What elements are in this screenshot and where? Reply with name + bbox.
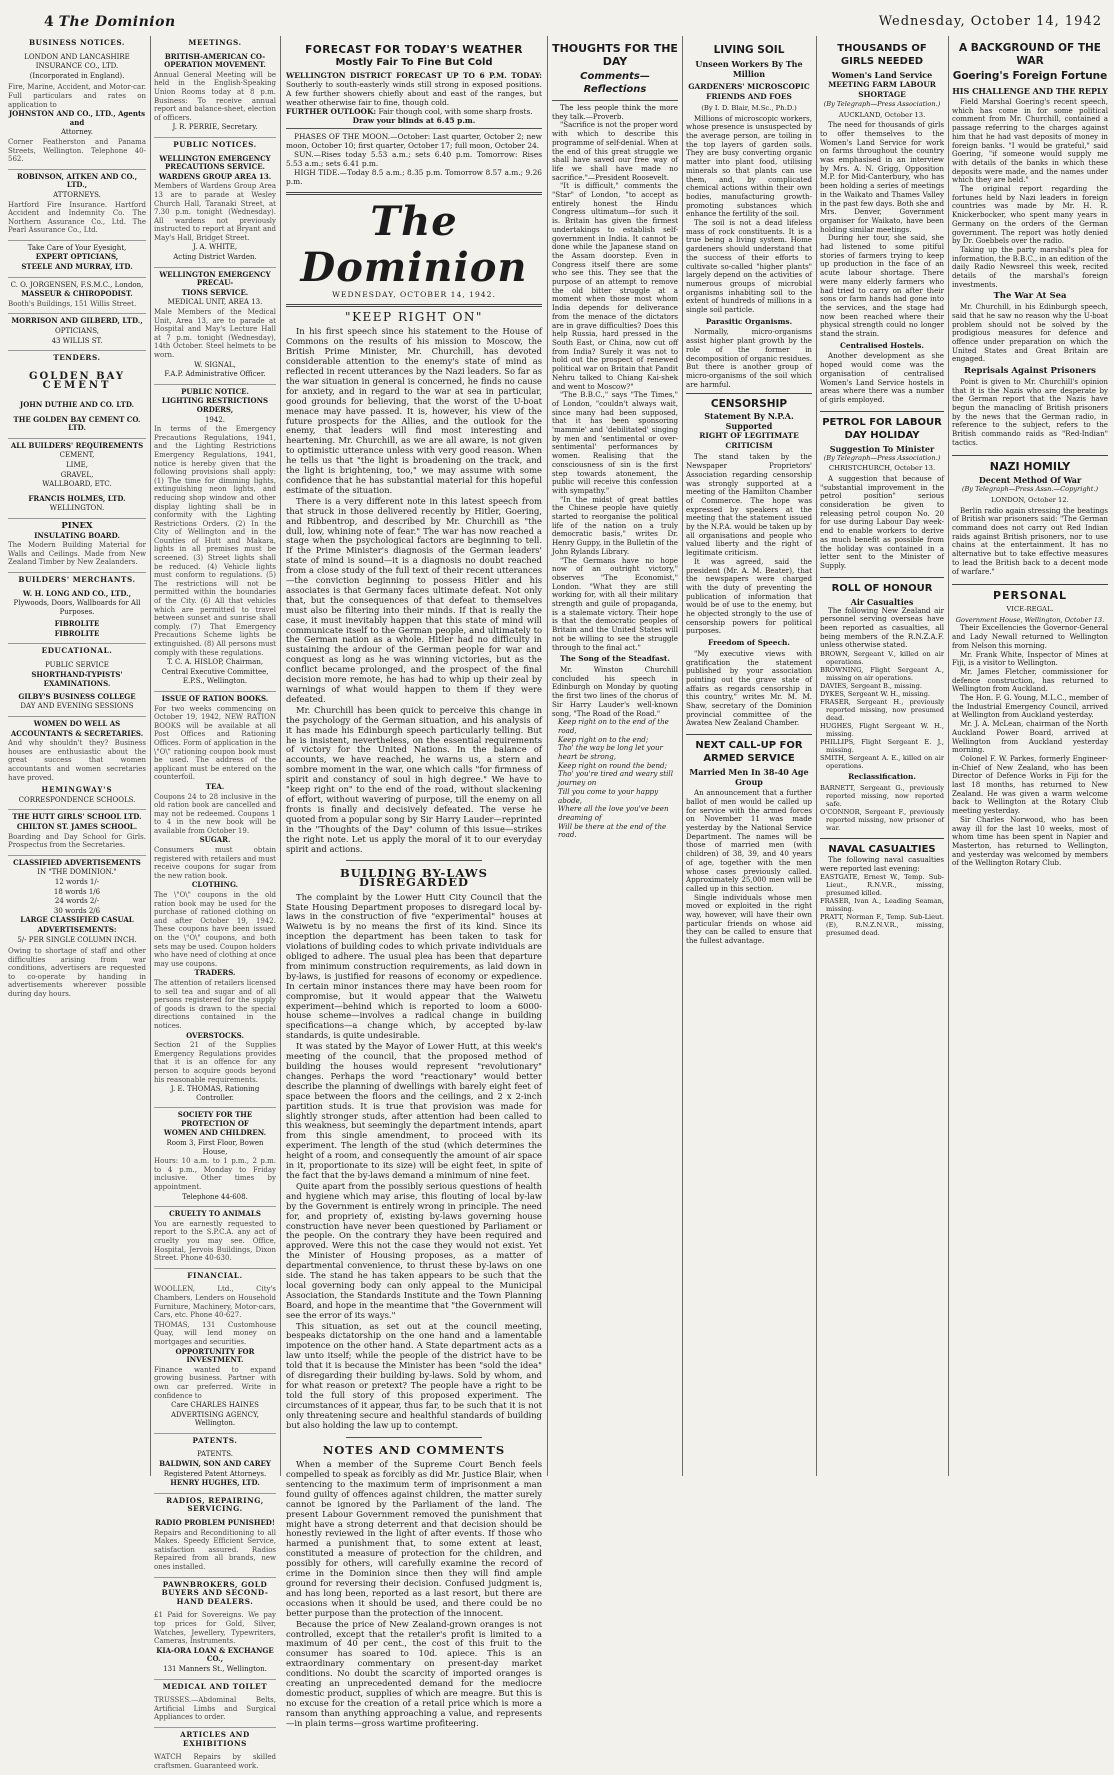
notice-ration-books: ISSUE OF RATION BOOKS. For two weeks commencing on October 19, 1942, NEW RATION BOOKS will be available at all Post Offices and Rationing Offices. Form of application in the \"O\" rationing coupon book must be used. The address of the applicant must be entered on the counterfoil. TEA. Coupons 24 to 28 inclusive in the old ration book are cancelled and may not be redeemed. Coupons 1 to 4 in the new book will be available from October 19. SUGAR. Consumers must obtain registered with retailers and must receive coupons for sugar from the new ration book. CLOTHING. The \"O\" coupons in the old ration book may be used for the purchase of rationed clothing on and after October 19, 1942. These coupons have been issued on the \"O\" coupons, and both sets may be used. Coupon holders who have need of clothing at once may use coupons. TRADERS. The attention of retailers licensed to sell tea and sugar and of all persons registered for the supply of goods is drawn to the special directions contained in the notices. OVERSTOCKS. Section 21 of the Supplies Emergency Regulations provides that it is an offence for any person to acquire goods beyond his reasonable requirements. J. E. THOMAS, Rationing Controller. bbox=[154, 692, 276, 1108]
censorship-body bbox=[686, 453, 812, 728]
nazi-body bbox=[952, 507, 1108, 577]
girls-body bbox=[820, 121, 944, 405]
background-paragraph: The original report regarding the fortunes held by Nazi leaders in foreign countries was made by Mr. H. R. Knickerbocker, who spent many years in Germany on the orders of the German government. The report was hotly denied by Dr. Goebbels over the radio. bbox=[952, 184, 1108, 246]
reprisals-text: Point is given to Mr. Churchill's opinion that it is the Nazis who are desperate by the German report that the Nazis have begun the manacling of British prisoners by the news that the German radio, in reference to the subject, refers to the British commando raids as "Red-Indian" tactics. bbox=[952, 376, 1108, 447]
censorship-paragraph: It was agreed, said the president (Mr. A. M. Beater), that the newspapers were charged with the duty of preventing the publication of information that would be of use to the enemy, but he objected strongly to the use of censorship powers for political purposes. bbox=[686, 556, 812, 636]
censorship-sub3: RIGHT OF LEGITIMATE CRITICISM bbox=[699, 431, 799, 451]
notice-signature: Acting District Warden. bbox=[173, 253, 257, 262]
notice-signature: J. R. PERRIE, Secretary. bbox=[172, 123, 258, 132]
thoughts-headline: THOUGHTS FOR THE DAY bbox=[552, 42, 678, 68]
ad-line: ADVERTISING AGENCY, Wellington. bbox=[171, 1410, 259, 1428]
ad-line: W. H. LONG AND CO., LTD., bbox=[22, 588, 132, 598]
page-number-and-title bbox=[44, 14, 176, 30]
ad-line: INSURANCE CO., LTD. bbox=[35, 62, 119, 71]
ad-line: PUBLIC SERVICE bbox=[45, 661, 109, 670]
header-date: Wednesday, October 14, 1942 bbox=[878, 14, 1102, 29]
personal-location: Government House, Wellington, October 13. bbox=[955, 615, 1105, 624]
ad-line: DAY AND EVENING SESSIONS bbox=[20, 702, 134, 711]
rate-line: 30 words 2/6 bbox=[53, 906, 101, 915]
rate-line: 12 words 1/- bbox=[54, 877, 100, 886]
forecast-subhead: Mostly Fair To Fine But Cold bbox=[335, 56, 493, 68]
petrol-credit: (By Telegraph—Press Association.) bbox=[823, 453, 941, 462]
business-notices-column bbox=[8, 36, 146, 1476]
girls-paragraph: The need for thousands of girls to offer themselves to the Women's Land Service for work on farms throughout the country was emphasised in an interview by Mrs. A. N. Grigg, Opposition M.P. for Mid-Canterbury, who has been holding a series of meetings in the Waikato and Thames Valley in the past few days. Both she and Mrs. Denver, Government organiser for Waikato, have been holding similar meetings. bbox=[820, 120, 944, 234]
ad-line: FRANCIS HOLMES, LTD. bbox=[28, 493, 126, 503]
ad-morrison-gilberd bbox=[8, 314, 146, 351]
censorship-subhead: Statement By N.P.A. bbox=[704, 411, 794, 422]
notice-title: WOMEN AND CHILDREN. bbox=[163, 1128, 267, 1138]
notice-signature: E.P.S., Wellington. bbox=[182, 677, 248, 686]
patents-heading: PATENTS. bbox=[192, 1435, 238, 1445]
personal-paragraph: Mr. J. A. McLean, chairman of the North Auckland Power Board, arrived at Wellington from Auckland yesterday morning. bbox=[952, 719, 1108, 755]
thoughts-subhead: Comments—Reflections bbox=[580, 71, 650, 95]
notice-title: CRUELTY TO ANIMALS bbox=[169, 1209, 261, 1219]
war-sea-heading: The War At Sea bbox=[993, 291, 1067, 302]
notice-title: SOCIETY FOR THE PROTECTION OF bbox=[177, 1110, 253, 1128]
rate-line: 24 words 2/- bbox=[54, 897, 100, 906]
petrol-text: A suggestion that because of "substantial improvement in the petrol position" serious consideration be given to releasing petrol coupon No. 20 for use during Labour Day week-end to enable workers to derive as much benefit as possible from the holiday was contained in a letter sent to the Minister of Supply. bbox=[820, 473, 944, 570]
ad-steele-murray bbox=[8, 241, 146, 278]
girls-headline: THOUSANDS OF GIRLS NEEDED bbox=[837, 43, 927, 67]
song-line: Keep right on round the bend; bbox=[558, 760, 667, 770]
notice-signature: J. E. THOMAS, Rationing Controller. bbox=[170, 1085, 260, 1102]
forecast-text: Southerly to south-easterly winds still strong in exposed positions. A few further showers chiefly about and east of the ranges, but weather otherwise fair to fine, though cold. bbox=[286, 80, 542, 108]
ad-line: ROBINSON, AITKEN AND CO., LTD., bbox=[16, 171, 138, 190]
parasitic-heading: Parasitic Organisms. bbox=[705, 316, 793, 326]
column-rule bbox=[948, 36, 949, 1476]
girls-needed-column bbox=[820, 36, 944, 1476]
ad-hutt-girls-school: THE HUTT GIRLS' SCHOOL LTD. CHILTON ST. JAMES SCHOOL. Boarding and Day School for Girls. Prospectus from the Secretaries. bbox=[8, 810, 146, 855]
ad-headline: GOLDEN BAY bbox=[28, 370, 126, 382]
ad-line: 5/- PER SINGLE COLUMN INCH. bbox=[17, 935, 137, 944]
ad-line: KIA-ORA LOAN & EXCHANGE CO., bbox=[156, 1645, 274, 1664]
ad-line: ADVERTISEMENTS: bbox=[37, 924, 117, 934]
outlook-label: FURTHER OUTLOOK: bbox=[286, 107, 377, 117]
song-line: Keep right on to the end of the road, bbox=[558, 717, 669, 735]
ad-line: WALLBOARD, ETC. bbox=[42, 480, 112, 489]
forecast-body bbox=[286, 71, 542, 186]
ad-line: WELLINGTON. bbox=[49, 504, 105, 513]
personal-paragraph: Mr. Frank White, Inspector of Mines at Fiji, is a visitor to Wellington. bbox=[952, 649, 1108, 668]
editorial-body bbox=[286, 327, 542, 854]
public-notices-heading: PUBLIC NOTICES. bbox=[173, 139, 257, 149]
naval-text: The following naval casualties were reported last evening: bbox=[820, 854, 944, 873]
casualty-entry: BARNETT, Sergeant G., previously reported missing, now reported safe. bbox=[820, 783, 944, 808]
medical-ads: TRUSSES.—Abdominal Belts, Artificial Limbs and Surgical Appliances to order. bbox=[154, 1693, 276, 1728]
editorial-paragraph: In his first speech since his statement to the House of Commons on the results of his mission to Moscow, the British Prime Minister, Mr. Churchill, has devoted considerable attention to the enemy's state of mind as reflected in recent utterances by the Nazi leaders. So far as the war situation in general is concerned, he finds no cause for anxiety, and in regard to the war at sea in particular, good grounds for believing, that the worst of the U-boat menace may have passed. It is, however, his view of the future prospects for the Allies, and the outlook for the enemy, that leaders will find most interesting and heartening. Mr. Churchill, as we are all aware, is not given to optimistic utterance unless with very good reason. When he tells us that "the light is broadening on the track, and the light is brightening, too," we may assume with some confidence that he has substantial material for this hopeful estimate of the situation. bbox=[286, 326, 542, 495]
ad-women-accountants: WOMEN DO WELL AS ACCOUNTANTS & SECRETARIES. And why shouldn't they? Business houses are enthusiastic about the great success that women accountants and women secretaries have proved. HEMINGWAY'S CORRESPONDENCE SCHOOLS. bbox=[8, 717, 146, 810]
ad-headline: CLASSIFIED ADVERTISEMENTS bbox=[13, 857, 141, 867]
petrol-body bbox=[820, 475, 944, 571]
background-paragraph: Field Marshal Goering's recent speech, which has come in for some political comment from Mr. Churchill, contained a passage referring to the charges against him that he had vast deposits of money in foreign banks. "I would be grateful," said Goering, "if someone would supply me with details of the banks in which these deposits were made, and the names under which they are held." bbox=[952, 97, 1108, 185]
column-rule bbox=[816, 36, 817, 1476]
medical-toilet-heading: MEDICAL AND TOILET bbox=[162, 1681, 268, 1691]
petrol-headline: PETROL FOR LABOUR DAY HOLIDAY bbox=[822, 416, 942, 441]
ad-line: GRAVEL, bbox=[60, 470, 94, 479]
ad-line: CEMENT, bbox=[59, 451, 95, 460]
ad-robinson-aitken: ROBINSON, AITKEN AND CO., LTD., ATTORNEYS. Hartford Fire Insurance. Hartford Accident and Indemnity Co. The Northern Assurance Co., Ltd. The Pearl Assurance Co., Ltd. bbox=[8, 170, 146, 241]
song-line: Where all the love you've been dreaming of bbox=[558, 804, 669, 822]
bylaws-headline: BUILDING BY-LAWS DISREGARDED bbox=[340, 866, 488, 889]
censorship-headline: CENSORSHIP bbox=[710, 398, 788, 411]
notice-title: WELLINGTON EMERGENCY PRECAUTIONS SERVICE. bbox=[159, 153, 271, 172]
ad-line: MORRISON AND GILBERD, LTD., bbox=[11, 316, 143, 326]
notice-title: WARDENS GROUP AREA 13. bbox=[158, 171, 272, 181]
ad-pinex: PINEX INSULATING BOARD. The Modern Building Material for Walls and Ceilings. Made from New Zealand Timber by New Zealanders. bbox=[8, 519, 146, 573]
casualty-entry: BROWNING, Flight Sergeant A., missing on air operations. bbox=[820, 666, 944, 683]
editorial-column bbox=[286, 36, 542, 1728]
tenders-heading: TENDERS. bbox=[53, 353, 101, 363]
bylaws-paragraph: The complaint by the Lower Hutt City Council that the State Housing Department proposes to disregard local by-laws in the construction of five "experimental" houses at Waiwetu is by no means the first of its kind. Since its inception the department has been taken to task for violations of building codes to which private individuals are obliged to adhere. The usual plea has been that departure from minimum construction requirements, as laid down in by-laws, is justified for reasons of economy or expedience. In certain minor instances there may have been room for compromise, but it would appear that the Waiwetu experiment—behind which is reported to loom a 6000-house scheme—involves a radical change in building specifications—a change which, by accepted by-law standards, is quite undesirable. bbox=[286, 891, 542, 1041]
notice-eps-medical: WELLINGTON EMERGENCY PRECAU- TIONS SERVICE. MEDICAL UNIT, AREA 13. Male Members of the Medical Unit, Area 13, are to parade at Hospital and May's Lecture Hall at 7 p.m. tonight (Wednesday), 14th October. Steel helmets to be worn. W. SIGNAL, F.A.P. Administrative Officer. bbox=[154, 268, 276, 385]
column-rule bbox=[682, 36, 683, 1476]
casualty-entry: EASTGATE, Ernest W., Temp. Sub-Lieut., R.N.V.R., missing, presumed killed. bbox=[820, 873, 944, 898]
editorial-headline: "KEEP RIGHT ON" bbox=[345, 309, 483, 324]
ad-line: ATTORNEYS. bbox=[53, 190, 101, 199]
ad-line: ACCOUNTANTS & SECRETARIES. bbox=[10, 728, 144, 738]
ad-line: BALDWIN, SON AND CAREY bbox=[159, 1459, 271, 1469]
column-rule bbox=[280, 36, 281, 1476]
ad-headline: CEMENT bbox=[42, 380, 112, 392]
naval-headline: NAVAL CASUALTIES bbox=[828, 843, 936, 855]
ad-line: Attorney. bbox=[60, 128, 94, 137]
freedom-heading: Freedom of Speech. bbox=[708, 638, 790, 648]
girls-sub2: MEETING FARM LABOUR SHORTAGE bbox=[828, 80, 936, 99]
nameplate-title: The Dominion bbox=[300, 198, 528, 292]
nazi-text: Berlin radio again stressing the beatings of British war prisoners said: "The German command does not carry out Red Indian raids against British prisoners, nor to use chains at the entertainment. It has no alternative but to take effective measures to lead the British back to a decent mode of warfare." bbox=[952, 505, 1108, 576]
ration-item: SUGAR. bbox=[199, 835, 231, 845]
ad-builders-requirements bbox=[8, 439, 146, 519]
ad-headline: FIBROLITE bbox=[54, 628, 100, 638]
notice-title: PUBLIC NOTICE. bbox=[181, 386, 249, 396]
personal-headline: PERSONAL bbox=[992, 589, 1068, 603]
page-number: 4 bbox=[44, 14, 54, 30]
radio-ads: RADIO PROBLEM PUNISHED! Repairs and Reconditioning to all Makes. Speedy Efficient Service, satisfaction assured. Radios Repaired from all brands, new ones installed. bbox=[154, 1516, 276, 1578]
nazi-subhead: Decent Method Of War bbox=[978, 475, 1082, 486]
notice-wardens: WELLINGTON EMERGENCY PRECAUTIONS SERVICE. WARDENS GROUP AREA 13. Members of Wardens Group Area 13 are to parade at Wesley Church Hall, Taranaki Street, at 7.30 p.m. tonight (Wednesday). All wardens not previously instructed to report at Bryant and May's Hall, Bridget Street. J. A. WHITE, Acting District Warden. bbox=[154, 152, 276, 268]
page-header bbox=[0, 0, 1114, 34]
nameplate-date: WEDNESDAY, OCTOBER 14, 1942. bbox=[332, 290, 496, 300]
ad-headline: RADIO PROBLEM PUNISHED! bbox=[155, 1518, 275, 1528]
section-heading: BUSINESS NOTICES. bbox=[28, 38, 126, 47]
pawnbrokers-ads: £1 Paid for Sovereigns. We pay top prices for Gold, Silver, Watches, Jewellery, Typewriters, Cameras, Instruments. KIA-ORA LOAN & EXCHANGE CO., 131 Manners St., Wellington. bbox=[154, 1608, 276, 1679]
nazi-headline: NAZI HOMILY bbox=[989, 460, 1071, 474]
personal-paragraph: Mr. James Fletcher, commissioner for defence construction, has returned to Wellington from Auckland. bbox=[952, 666, 1108, 694]
notice-signature: W. SIGNAL, bbox=[194, 360, 236, 369]
living-soil-sub2: GARDENERS' MICROSCOPIC FRIENDS AND FOES bbox=[688, 82, 810, 101]
notice-british-american: BRITISH-AMERICAN CO-OPERATION MOVEMENT. Annual General Meeting will be held in the English-Speaking Union Rooms today at 8 p.m. Business: To receive annual report and balance-sheet, election of officers. J. R. PERRIE, Secretary. bbox=[154, 50, 276, 138]
girls-subhead: Women's Land Service bbox=[831, 70, 933, 80]
notice-title: WELLINGTON EMERGENCY PRECAU- bbox=[159, 269, 271, 288]
roll-subhead: Air Casualties bbox=[850, 596, 914, 607]
notes-headline: NOTES AND COMMENTS bbox=[322, 1442, 506, 1457]
freedom-text: "My executive views with gratification the statement published by your association pointing out the grave state of affairs as regards censorship in this country," writes Mr. M. M. Shaw, secretary of the Dominion provincial committee of the Awatea New Zealand Chamber. bbox=[686, 648, 812, 728]
song-heading: The Song of the Steadfast. bbox=[560, 654, 670, 664]
ad-line: EXPERT OPTICIANS, bbox=[35, 252, 119, 262]
ad-line: HENRY HUGHES, LTD. bbox=[170, 1478, 260, 1488]
ad-london-lancashire: LONDON AND LANCASHIRE INSURANCE CO., LTD. (Incorporated in England). Fire, Marine, Accident, and Motor-car. Full particulars and rates on application to JOHNSTON AND CO., LTD., Agents and Attorney. Corner Featherston and Panama Streets, Wellington. Telephone 40-562. bbox=[8, 50, 146, 170]
notice-signature: Central Executive Committee, bbox=[161, 667, 269, 676]
radio-heading: RADIOS, REPAIRING, SERVICING. bbox=[166, 1495, 264, 1514]
ad-line: CORRESPONDENCE SCHOOLS. bbox=[18, 795, 136, 804]
casualty-entry: FRASER, Sergeant H., previously reported missing, now presumed dead. bbox=[820, 698, 944, 723]
ration-item: CLOTHING. bbox=[191, 880, 239, 890]
ad-headline: OPPORTUNITY FOR INVESTMENT. bbox=[175, 1346, 255, 1365]
call-up-headline: NEXT CALL-UP FOR ARMED SERVICE bbox=[695, 740, 803, 765]
casualty-entry: BROWN, Sergeant V., killed on air operations. bbox=[820, 650, 944, 667]
living-soil-byline: (By I. D. Blair, M.Sc., Ph.D.) bbox=[701, 104, 797, 112]
ad-line: LIME, bbox=[66, 460, 88, 469]
notice-subtitle: MEDICAL UNIT, AREA 13. bbox=[167, 298, 263, 307]
ad-line: Plywoods, Doors, Wallboards for All Purposes. bbox=[13, 599, 141, 616]
casualty-entry: SMITH, Sergeant A. E., killed on air operations. bbox=[820, 754, 944, 771]
ad-line: SHORTHAND-TYPISTS' bbox=[31, 669, 123, 679]
ad-public-service bbox=[8, 658, 146, 717]
ad-line: EXAMINATIONS. bbox=[43, 679, 111, 689]
ad-long bbox=[8, 587, 146, 645]
petrol-dateline: CHRISTCHURCH, October 13. bbox=[828, 464, 936, 473]
living-soil-subhead: Unseen Workers By The Million bbox=[695, 59, 803, 79]
thoughts-paragraph: "The B.B.C.," says "The Times," of London, "couldn't always wait, since many had been supposed, that it has been sponsoring 'mammie' and 'debilitated' singing by men and 'sentimental or over-sentimental' performances by women. Realising that the consciousness of sin is the first step towards atonement, the public will receive this confession with sympathy." bbox=[552, 390, 678, 495]
bylaws-body bbox=[286, 893, 542, 1431]
column-rule bbox=[150, 36, 151, 1476]
thoughts-paragraph: "In the midst of great battles the Chinese people have quietly started to reorganise the political life of the nation on a truly democratic basis," writes Dr. Henry Guppy, in the Bulletin of the John Rylands Library. bbox=[552, 494, 678, 556]
censorship-paragraph: The stand taken by the Newspaper Proprietors' Association regarding censorship was strongly supported at a meeting of the Hamilton Chamber of Commerce. The hope was expressed by speakers at the meeting that the statement issued by the N.P.A. would be taken up by all organisations and people who valued liberty and the right of legitimate criticism. bbox=[686, 452, 812, 558]
ad-line: LONDON AND LANCASHIRE bbox=[24, 52, 130, 61]
notice-title: ISSUE OF RATION BOOKS. bbox=[161, 693, 269, 703]
notice-title: TIONS SERVICE. bbox=[181, 287, 249, 297]
ad-line: 43 WILLIS ST. bbox=[51, 336, 103, 345]
living-soil-paragraph: Millions of microscopic workers, whose presence is unsuspected by the average person, are toiling in the top layers of garden soils. They are busy converting organic matter into plant food, utilising minerals so that plants can use them, and, by complicated chemical actions within their own bodies, manufacturing growth-promoting substances which enhance the fertility of the soil. bbox=[686, 113, 812, 219]
ad-line: OPTICIANS, bbox=[55, 327, 99, 336]
ad-headline: FIBROLITE bbox=[54, 619, 100, 629]
song-intro: Mr. Winston Churchill concluded his speech in Edinburgh on Monday by quoting the first two lines of the chorus of Sir Harry Lauder's well-known song, "The Road of the Road." bbox=[552, 665, 678, 718]
financial-ads: WOOLLEN, Ltd., City's Chambers, Lenders on Household Furniture, Machinery, Motor-cars, Cars, etc. Phone 40-627. THOMAS, 131 Customhouse Quay, will lend money on mortgages and securities. OPPORTUNITY FOR INVESTMENT. Finance wanted to expand growing business. Partner with own car preferred. Write in confidence to Care CHARLES HAINES ADVERTISING AGENCY, Wellington. bbox=[154, 1282, 276, 1434]
sun-times: SUN.—Rises today 5.53 a.m.; sets 6.40 p.m. Tomorrow: Rises 5.53 a.m.; sets 6.41 p.m. bbox=[286, 150, 542, 169]
living-soil-column bbox=[686, 36, 812, 1476]
notice-society-protection: SOCIETY FOR THE PROTECTION OF WOMEN AND CHILDREN. Room 3, First Floor, Bowen House, Hours: 10 a.m. to 1 p.m., 2 p.m. to 4 p.m., Monday to Friday inclusive. Other times by appointment. Telephone 44-608. bbox=[154, 1108, 276, 1207]
roll-body bbox=[820, 607, 944, 832]
nazi-credit: (By Telegraph—Press Assn.—Copyright.) bbox=[961, 485, 1099, 494]
ad-line: GILBY'S BUSINESS COLLEGE bbox=[18, 691, 136, 701]
personal-paragraph: Their Excellencies the Governor-General and Lady Newall returned to Wellington from Nelson this morning. bbox=[952, 623, 1108, 650]
rate-line: 18 words 1/6 bbox=[53, 887, 101, 896]
casualty-entry: HUGHES, Flight Sergeant W. H., missing. bbox=[820, 722, 944, 739]
roll-headline: ROLL OF HONOUR bbox=[831, 582, 933, 594]
song-lyrics bbox=[552, 718, 678, 840]
song-line: Keep right on to the end; bbox=[558, 734, 649, 744]
war-sea-text: Mr. Churchill, in his Edinburgh speech, said that he saw no reason why the U-boat problem should not be solved by the prodigious measures for defence and offence under preparation on which the United States and Great Britain are engaged. bbox=[952, 302, 1108, 364]
bylaws-paragraph: This situation, as set out at the council meeting, bespeaks dictatorship on the one hand and a lamentable impotence on the other hand. A State department acts as a law unto itself; while the people of the district have to be told that it is because the Minister has been "sold the idea" of disregarding their building by-laws. Sold by whom, and for what reason or pretext? The people have a right to be told the full story of this proposed experiment. The circumstances of it appear, thus far, to be such that it is not only threatening secure and healthful standards of building but also holding the law up to contempt. bbox=[286, 1320, 542, 1430]
ad-classified-rates: CLASSIFIED ADVERTISEMENTS IN "THE DOMINION." 12 words 1/- 18 words 1/6 24 words 2/- 30 words 2/6 LARGE CLASSIFIED CASUAL ADVERTISEMENTS: 5/- PER SINGLE COLUMN INCH. Owing to shortage of staff and other difficulties arising from war conditions, advertisers are requested to co-operate by handing in advertisements wherever possible during day hours. bbox=[8, 857, 146, 999]
casualty-entry: O'CONNOR, Sergeant F., previously reported missing, now prisoner of war. bbox=[820, 807, 944, 832]
ad-line: (Incorporated in England). bbox=[29, 71, 125, 80]
moon-phases: PHASES OF THE MOON.—October: Last quarter, October 2; new moon, October 10; first quarter, October 17; full moon, October 24. bbox=[286, 132, 542, 151]
nazi-dateline: LONDON, October 12. bbox=[991, 496, 1069, 505]
parasitic-text: Normally, micro-organisms assist higher plant growth by the role of the former in decomposition of organic residues. But there is another group of micro-organisms of the soil which are harmful. bbox=[686, 327, 812, 389]
notice-lighting: PUBLIC NOTICE. LIGHTING RESTRICTIONS ORDERS, 1942. In terms of the Emergency Precautions Regulations, 1941, and the Lighting Restrictions Emergency Regulations, 1941, notice is hereby given that the following provisions shall apply: (1) The time for dimming lights, extinguishing neon lights, and reducing shop window and other display lighting shall be in conformity with the Lighting Restrictions Orders. (2) In the City of Wellington and in the Counties of Hutt and Makara, lights in all premises must be screened. (3) Street lights shall be reduced. (4) Vehicle lights must conform to regulations. (5) The restrictions will not be permitted within the boundaries of the City. (6) All that vehicles which are permitted to travel between sunset and sunrise shall comply. (7) That Emergency Precautions Scheme lights be extinguished. (8) All persons must comply with these regulations. T. C. A. HISLOP, Chairman, Central Executive Committee, E.P.S., Wellington. bbox=[154, 385, 276, 692]
editorial-paragraph: There is a very different note in this latest speech from that struck in those delivered recently by Hitler, Goering, and Ribbentrop, and described by Mr. Churchill as "the dull, low, whining note of fear." The war has now reached a stage when the psychological factors are beginning to tell. If the Prime Minister's diagnosis of the German leaders' state of mind is sound—it is a diagnosis no doubt reached from a close study of the full text of their recent utterances—the conviction beginning to possess Hitler and his associates is that Germany faces ultimate defeat. Not only that, but the consequences of that defeat to themselves must also be filtering into their minds. If that is really the case, it must inevitably happen that this state of mind will communicate itself to the German people, and ultimately to the German nation as a whole. Hitler had no difficulty in sustaining the ardour of the German people for war and conquest as long as he was winning victories, but as the conflict became prolonged, and the prospect of the final decision more remote, he has had to whip up their zeal by warnings of what would happen to them if they were defeated. bbox=[286, 495, 542, 704]
background-war-column bbox=[952, 36, 1108, 1476]
living-soil-body bbox=[686, 115, 812, 390]
background-headline: A BACKGROUND OF THE WAR bbox=[959, 42, 1101, 67]
ad-line: Take Care of Your Eyesight, bbox=[27, 243, 127, 252]
casualty-entry: PRATT, Norman F., Temp. Sub-Lieut. (E), R.N.Z.N.V.R., missing, presumed dead. bbox=[820, 913, 944, 938]
notice-signature: J. A. WHITE, bbox=[192, 243, 238, 252]
girls-credit: (By Telegraph—Press Association.) bbox=[823, 100, 941, 108]
ration-item: TRADERS. bbox=[194, 968, 236, 978]
hostels-text: Another development as she hoped would come was the organisation of centralised Women's Land Service hostels in areas where there was a number of girls employed. bbox=[820, 351, 944, 404]
ad-line: THE GOLDEN BAY CEMENT CO. LTD. bbox=[13, 414, 141, 433]
call-up-paragraph: An announcement that a further ballot of men would be called up for service with the armed forces on November 11 was made yesterday by the National Service Department. The names will be those of married men (with children) of 38, 39, and 40 years of age, together with the men whose cases previously called. Approximately 25,000 men will be called up in this section. bbox=[686, 788, 812, 893]
petrol-subhead: Suggestion To Minister bbox=[829, 443, 935, 454]
ad-line: Care CHARLES HAINES bbox=[171, 1401, 259, 1410]
ad-line: C. O. JORGENSEN, F.S.M.C., London, bbox=[10, 280, 144, 289]
censorship-sub2: Supported bbox=[725, 421, 773, 432]
personal-paragraph: Sir Charles Norwood, who has been away ill for the last 10 weeks, most of whom time has been spent in Napier and Masterton, has returned to Wellington, and yesterday was welcomed by members of the Wellington Rotary Club. bbox=[952, 814, 1108, 868]
thoughts-quote: "Sacrifice is not the proper word with which to describe this programme of self-denial. When at the end of this great struggle we shall have saved our free way of life we shall have made no sacrifice."—President Roosevelt. bbox=[552, 120, 678, 182]
pawnbrokers-heading: PAWNBROKERS, GOLD BUYERS AND SECOND-HAND DEALERS. bbox=[161, 1579, 269, 1606]
thoughts-body bbox=[552, 104, 678, 840]
background-paragraph: Taking up the party marshal's plea for information, the B.B.C., in an edition of the daily Radio Newsreel this week, recited details of the marshal's foreign investments. bbox=[952, 244, 1108, 289]
educational-heading: EDUCATIONAL. bbox=[41, 646, 113, 656]
ad-headline: ALL BUILDERS' REQUIREMENTS bbox=[10, 440, 144, 450]
hostels-heading: Centralised Hostels. bbox=[839, 340, 924, 350]
notes-paragraph: When a member of the Supreme Court Bench feels compelled to speak as forcibly as did Mr. Justice Blair, when sentencing to the maximum term of imprisonment a man found guilty of offences against children, the matter surely cannot be ignored by the Parliament of the land. The present Labour Government removed the punishment that might have a strong deterrent and that decision should be honestly reviewed in the light of after events. If those who harmed a punishment that, to some extent at least, constituted a measure of protection for the children, and possibly for others, will carefully examine the record of crime in the Dominion since then they will find ample ground for reversing their decision. Confused judgment is, and has long been, reported as a last resort, but there are occasions when it should be used, and there could be no better purpose than the protection of the innocent. bbox=[286, 1459, 542, 1618]
notes-paragraph: Because the price of New Zealand-grown oranges is not controlled, except that the retailer's profit is limited to a maximum of 40 per cent., the cost of this fruit to the consumer has soared to 10d. apiece. This is an extraordinary commentary on present-day market conditions. No doubt the scarcity of imported oranges is creating an unprecedented demand for the mediocre domestic product, supplies of which are meagre. But this is no excuse for the creation of a retail price which is more a ransom than anything approaching a value, and represents—in plain terms—gross wartime profiteering. bbox=[286, 1618, 542, 1728]
song-line: Tho' the way be long let your heart be strong, bbox=[558, 743, 663, 762]
notice-line: Telephone 44-608. bbox=[182, 1192, 248, 1201]
personal-paragraph: Colonel F. W. Parkes, formerly Engineer-in-Chief of New Zealand, who has been Director of Defence Works in Fiji for the last 18 months, has returned to New Zealand. He was given a warm welcome back to Wellington at the Rotary Club meeting yesterday. bbox=[952, 753, 1108, 816]
merchants-heading: BUILDERS' MERCHANTS. bbox=[18, 574, 136, 584]
meetings-heading: MEETINGS. bbox=[188, 38, 242, 47]
financial-heading: FINANCIAL. bbox=[187, 1270, 243, 1280]
thoughts-paragraph: "The Germans have no hope now of an outright victory," observes "The Economist," London. "What they are still working for, with all their military strength and guile of propaganda, is a stalemate victory. Their hope is that the democratic peoples of Britain and the United States will not be willing to see the struggle through to the final act." bbox=[552, 555, 678, 652]
ad-line: IN "THE DOMINION." bbox=[37, 868, 117, 877]
song-line: Tho' you're tired and weary still journey on bbox=[558, 769, 673, 788]
ad-golden-bay bbox=[8, 365, 146, 439]
paper-name-small: The Dominion bbox=[58, 14, 176, 30]
patents-ads bbox=[154, 1447, 276, 1493]
editorial-paragraph: Mr. Churchill has been quick to perceive this change in the psychology of the German situation, and his analysis of it has made his Edinburgh speech particularly telling. But he is insistent, nevertheless, on the essential requirements of victory for the United Nations. In the balance of accounts, we have reached, he warns us, a stern and sombre moment in the war, one which calls "for firmness of spirit and constancy of soul in high degree." We have to "keep right on" to the end of the road, without slackening of effort, without wavering of purpose, till the enemy on all fronts is finally and decisively defeated. The verse he quoted from a popular song by Sir Harry Lauder—reprinted in the "Thoughts of the Day" column of this issue—strikes the right note. Let us apply the moral of it to our everyday spirit and actions. bbox=[286, 704, 542, 854]
antiques-ads: WATCH Repairs by skilled craftsmen. Guaranteed work. bbox=[154, 1753, 276, 1770]
ad-line: HEMINGWAY'S bbox=[41, 785, 113, 795]
naval-body bbox=[820, 856, 944, 937]
personal-paragraph: The Hon. F. G. Young, M.L.C., member of the Industrial Emergency Council, arrived at Wellington from Auckland yesterday. bbox=[952, 693, 1108, 720]
ration-item: TEA. bbox=[205, 781, 225, 791]
meetings-notices-column bbox=[154, 36, 276, 1770]
girls-dateline: AUCKLAND, October 13. bbox=[838, 110, 926, 119]
ad-line: INSULATING BOARD. bbox=[34, 530, 120, 540]
ad-line: WOMEN DO WELL AS bbox=[33, 719, 121, 729]
ad-line: CHILTON ST. JAMES SCHOOL. bbox=[16, 821, 138, 831]
notice-signature: F.A.P. Administrative Officer. bbox=[164, 370, 266, 379]
ad-line: 131 Manners St., Wellington. bbox=[163, 1664, 267, 1673]
personal-body bbox=[952, 624, 1108, 868]
roll-text: The following New Zealand air personnel serving overseas have been reported as casualties, all being members of the R.N.Z.A.F. unless otherwise stated. bbox=[820, 605, 944, 650]
ad-jorgensen: C. O. JORGENSEN, F.S.M.C., London, MASSEUR & CHIROPODIST. Booth's Buildings, 151 Willis Street. bbox=[8, 278, 146, 315]
ad-line: MASSEUR & CHIROPODIST. bbox=[21, 289, 133, 299]
song-line: Will be there at the end of the road. bbox=[558, 821, 667, 840]
living-soil-paragraph: The soil is not a dead lifeless mass of rock constituents. It is a true being a living system. Home gardeners should understand that the success of their efforts to cultivate so-called "higher plants" largely depend on the activities of numerous groups of microbial organisms inhabiting soil to the extent of hundreds of millions in a single soil particle. bbox=[686, 218, 812, 315]
column-rule bbox=[547, 36, 548, 1476]
ad-headline: PINEX bbox=[61, 520, 93, 531]
background-subhead: Goering's Foreign Fortune bbox=[952, 70, 1108, 82]
girls-paragraph: During her tour, she said, she had listened to some pitiful stories of farmers trying to keep up production in the face of an acute labour shortage. There were many elderly farmers who had tried to carry on after their sons or farm hands had gone into the services, and the stage had now been reached where their physical strength could no longer stand the strain. bbox=[820, 233, 944, 339]
call-up-paragraph: Single individuals whose men moved or exploited in the right way, however, will have their own particular friends on whose aid they can be called to ensure that the fullest advantage. bbox=[686, 892, 812, 946]
bylaws-paragraph: Quite apart from the possibly serious questions of health and hygiene which may arise, this flouting of local by-law by the Government is entirely wrong in principle. The need for, and propriety of, existing by-laws governing house construction have never been questioned by Parliament or the people. On the contrary they have been required and approved. Were this not the case they would not exist. Yet the Minister of Housing proposes, as a matter of departmental convenience, to thrust these by-laws on one side. The stand he has taken appears to be such that the local governing body can only appeal to the Municipal Association, the Standards Institute and the Town Planning Board, and hope in the meantime that "the Government will see the error of its ways." bbox=[286, 1180, 542, 1320]
bylaws-paragraph: It was stated by the Mayor of Lower Hutt, at this week's meeting of the council, that the proposed method of building the houses would represent "revolutionary" changes. Perhaps the word "reactionary" would better describe the planning of dwellings with barely eight feet of space between the floors and the ceilings, and 2 x 2-inch partition studs. It is true that provision was made for slightly stronger studs, after attention had been called to this weakness, but seemingly the department intends, apart from this single amendment, to proceed with its experiment. The length of the stud (which determines the height of a room, and consequently the amount of air space in it, proportionate to its size) will be eight feet, in spite of the fact that the by-laws demand a minimum of nine feet. bbox=[286, 1041, 542, 1180]
notice-cruelty: CRUELTY TO ANIMALS You are earnestly requested to report to the S.P.C.A. any act of cruelty you may see. Office, Hospital, Jervois Buildings, Dixon Street. Phone 40-630. bbox=[154, 1207, 276, 1269]
notice-title: LIGHTING RESTRICTIONS ORDERS, bbox=[161, 396, 269, 414]
casualty-entry: DAVIES, Sergeant B., missing. bbox=[820, 682, 922, 691]
thoughts-paragraph: "It is difficult," comments the "Star" of London, "to accept as entirely honest the Hindu Congress ultimatum—for such it is. Britain has given the firmest undertakings to establish self-government in India. It cannot be done while the Japanese stand on the Assam doorstep. Even in Congress itself there are some who see this. They see that the purpose of an attempt to remove the old bitter struggle at a moment when those most whom India depends for deliverance from the menace of the dictators are in grave difficulties? Does this help Russia, hard pressed in the South East, or China, now cut off from India? Surely it was not to hold out the prospect of renewed political war on Britain that Pandit Nehru talked to Chiang Kai-shek and went to Moscow?" bbox=[552, 181, 678, 391]
song-line: Till you come to your happy abode, bbox=[558, 786, 659, 805]
notice-title: BRITISH-AMERICAN CO-OPERATION MOVEMENT. bbox=[164, 51, 266, 70]
vice-regal-label: VICE-REGAL. bbox=[1006, 605, 1054, 614]
background-body bbox=[952, 98, 1108, 447]
ad-line: Registered Patent Attorneys. bbox=[163, 1469, 267, 1478]
casualty-entry: FRASER, Ivan A., Leading Seaman, missing. bbox=[820, 897, 944, 914]
thoughts-column bbox=[552, 36, 678, 1476]
notice-signature: T. C. A. HISLOP, Chairman, bbox=[166, 658, 264, 667]
outlook-text: Fair though cool, with some sharp frosts. bbox=[378, 107, 533, 117]
antiques-heading: ARTICLES AND EXHIBITIONS bbox=[180, 1729, 250, 1748]
call-up-body bbox=[686, 789, 812, 946]
ad-line: JOHN DUTHIE AND CO. LTD. bbox=[19, 400, 135, 409]
tide-times: HIGH TIDE.—Today 8.5 a.m.; 8.35 p.m. Tomorrow 8.57 a.m.; 9.26 p.m. bbox=[286, 168, 542, 187]
ad-line: LARGE CLASSIFIED CASUAL bbox=[20, 915, 134, 925]
forecast-headline: FORECAST FOR TODAY'S WEATHER bbox=[305, 44, 523, 56]
ad-line: PATENTS. bbox=[196, 1450, 234, 1459]
reclass-heading: Reclassification. bbox=[848, 772, 916, 782]
ad-line: THE HUTT GIRLS' SCHOOL LTD. bbox=[12, 812, 142, 822]
notice-line: Room 3, First Floor, Bowen House, bbox=[166, 1139, 264, 1156]
forecast-label: WELLINGTON DISTRICT FORECAST UP TO 6 P.M. TODAY: bbox=[286, 71, 542, 81]
thoughts-intro: The less people think the more they talk.—Proverb. bbox=[552, 103, 678, 121]
background-sub2: HIS CHALLENGE AND THE REPLY bbox=[952, 86, 1108, 96]
ration-item: OVERSTOCKS. bbox=[186, 1030, 244, 1040]
ad-line: JOHNSTON AND CO., LTD., Agents and bbox=[8, 109, 146, 127]
reprisals-heading: Reprisals Against Prisoners bbox=[964, 366, 1096, 377]
casualty-entry: DYKES, Sergeant W. H., missing. bbox=[820, 690, 931, 699]
notice-subtitle: 1942. bbox=[204, 415, 226, 424]
casualty-entry: PHILLIPS, Flight Sergeant E. J., missing. bbox=[820, 738, 944, 755]
call-up-subhead: Married Men In 38-40 Age Group bbox=[689, 767, 809, 788]
blinds-notice: Draw your blinds at 6.45 p.m. bbox=[352, 116, 476, 126]
ad-line: STEELE AND MURRAY, LTD. bbox=[21, 262, 133, 272]
notes-body bbox=[286, 1460, 542, 1728]
living-soil-headline: LIVING SOIL bbox=[713, 44, 785, 56]
